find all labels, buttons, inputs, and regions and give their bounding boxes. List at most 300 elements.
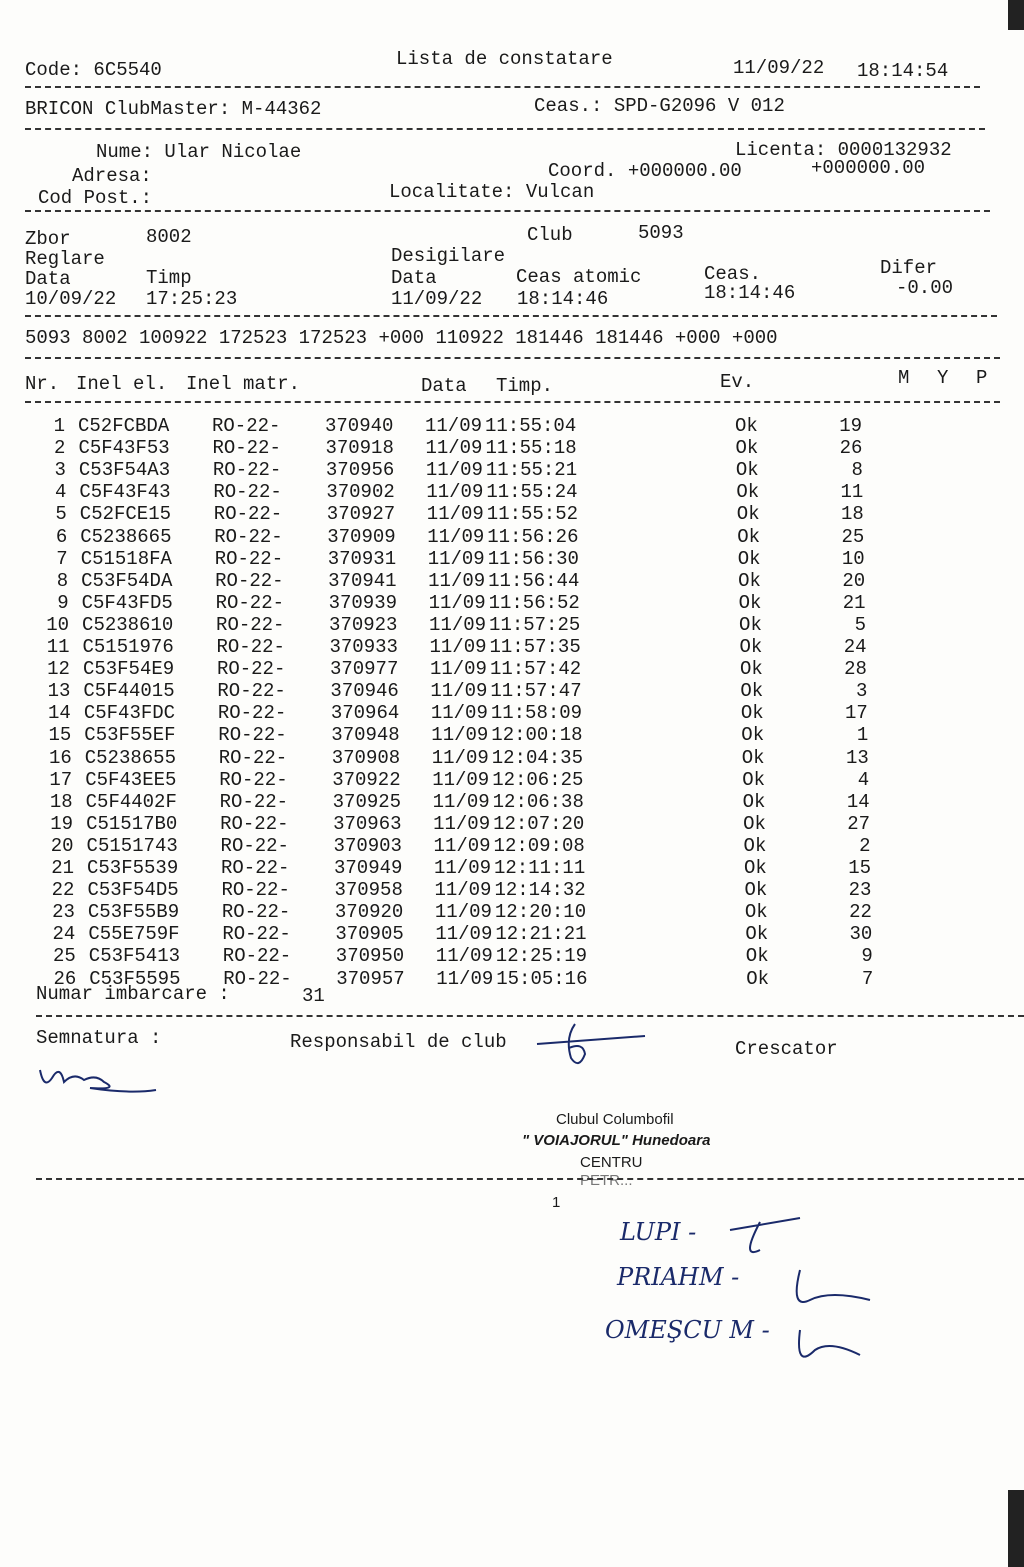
cell-el: C51517B0 bbox=[86, 812, 178, 835]
cell-el: C53F54A3 bbox=[78, 459, 171, 482]
cell-matr: 370908 bbox=[331, 746, 401, 769]
cell-data: 11/09 bbox=[425, 437, 483, 460]
table-row bbox=[0, 503, 1024, 525]
cell-timp: 11:56:52 bbox=[488, 591, 580, 614]
cell-timp: 11:58:09 bbox=[490, 702, 583, 725]
print-date: 11/09/22 bbox=[733, 57, 825, 79]
table-row bbox=[0, 570, 1024, 592]
atomic-clock-label: Ceas atomic bbox=[516, 266, 642, 288]
cell-m: 14 bbox=[846, 790, 870, 813]
cell-el: C5F43F43 bbox=[79, 481, 171, 504]
cell-ev: Ok bbox=[744, 901, 768, 924]
owner-name: Nume: Ular Nicolae bbox=[96, 141, 302, 163]
cell-nr: 9 bbox=[57, 591, 69, 614]
cell-matr: 370977 bbox=[329, 658, 399, 681]
cell-pre: RO-22- bbox=[216, 636, 285, 658]
cell-m: 11 bbox=[840, 481, 864, 504]
reglare-date: 10/09/22 bbox=[25, 288, 117, 310]
divider bbox=[36, 1015, 1024, 1017]
cell-nr: 3 bbox=[54, 459, 66, 482]
cell-data: 11/09 bbox=[428, 569, 486, 592]
cell-timp: 11:57:47 bbox=[490, 680, 582, 703]
cell-data: 11/09 bbox=[425, 415, 483, 437]
cell-m: 27 bbox=[847, 812, 871, 835]
code-line: 5093 8002 100922 172523 172523 +000 110922 181446 181446 +000 +000 bbox=[25, 327, 778, 349]
cell-data: 11/09 bbox=[434, 901, 492, 924]
cell-timp: 11:56:30 bbox=[487, 547, 579, 570]
cell-pre: RO-22- bbox=[222, 923, 291, 946]
cell-m: 30 bbox=[849, 923, 873, 946]
cell-pre: RO-22- bbox=[217, 702, 287, 725]
cell-timp: 12:09:08 bbox=[493, 834, 585, 857]
cell-timp: 11:55:04 bbox=[485, 415, 577, 437]
cell-m: 25 bbox=[841, 525, 865, 548]
cell-el: C52FCE15 bbox=[79, 503, 172, 526]
cell-ev: Ok bbox=[741, 724, 765, 747]
divider bbox=[25, 86, 980, 88]
cell-el: C55E759F bbox=[88, 923, 180, 946]
club-label: Club bbox=[527, 224, 573, 246]
cell-matr: 370909 bbox=[327, 525, 396, 548]
cell-nr: 12 bbox=[47, 658, 70, 681]
cell-data: 11/09 bbox=[434, 857, 492, 879]
cell-ev: Ok bbox=[735, 459, 759, 482]
cell-el: C5238655 bbox=[84, 746, 176, 769]
table-row bbox=[0, 791, 1024, 813]
cell-data: 11/09 bbox=[431, 724, 489, 747]
cell-matr: 370922 bbox=[332, 768, 401, 791]
cell-el: C53F54E9 bbox=[82, 658, 175, 681]
cell-timp: 12:25:19 bbox=[495, 945, 588, 968]
cell-nr: 10 bbox=[46, 613, 70, 636]
cell-nr: 6 bbox=[55, 525, 68, 548]
cell-m: 3 bbox=[855, 680, 868, 703]
club-responsible-label: Responsabil de club bbox=[290, 1031, 507, 1053]
cell-pre: RO-22- bbox=[214, 525, 283, 548]
cell-ev: Ok bbox=[737, 525, 761, 548]
cell-ev: Ok bbox=[735, 415, 758, 437]
cell-pre: RO-22- bbox=[219, 768, 288, 791]
cell-timp: 12:00:18 bbox=[491, 724, 583, 747]
cell-matr: 370933 bbox=[329, 636, 398, 658]
cell-timp: 12:20:10 bbox=[494, 901, 587, 924]
stamp-line: PETR... bbox=[580, 1172, 633, 1189]
cell-timp: 11:57:42 bbox=[489, 658, 582, 681]
cell-matr: 370963 bbox=[333, 812, 402, 835]
cell-ev: Ok bbox=[744, 879, 768, 902]
cell-pre: RO-22- bbox=[212, 437, 281, 460]
cell-data: 11/09 bbox=[427, 525, 485, 548]
table-row bbox=[0, 945, 1024, 967]
cell-ev: Ok bbox=[738, 569, 761, 592]
locality: Localitate: Vulcan bbox=[389, 181, 595, 203]
difference: -0.00 bbox=[896, 277, 954, 299]
cell-nr: 13 bbox=[47, 680, 71, 703]
license: Licenta: 0000132932 bbox=[735, 139, 952, 161]
cell-nr: 2 bbox=[54, 437, 66, 460]
cell-el: C53F55EF bbox=[84, 724, 176, 747]
cell-timp: 11:55:21 bbox=[485, 459, 578, 482]
cell-ev: Ok bbox=[743, 812, 766, 835]
desigilare-label: Desigilare bbox=[391, 245, 506, 267]
handwritten-signatures bbox=[720, 1210, 900, 1380]
cell-nr: 26 bbox=[53, 967, 77, 990]
cell-matr: 370923 bbox=[329, 613, 398, 636]
cell-pre: RO-22- bbox=[213, 481, 282, 504]
col-inel-matr: Inel matr. bbox=[186, 373, 301, 395]
cell-ev: Ok bbox=[736, 481, 760, 504]
cell-pre: RO-22- bbox=[215, 569, 284, 592]
cell-pre: RO-22- bbox=[216, 658, 286, 681]
cell-ev: Ok bbox=[742, 790, 766, 813]
handwritten-note: PRIAHM - bbox=[617, 1263, 740, 1291]
cell-m: 28 bbox=[844, 658, 867, 681]
cell-data: 11/09 bbox=[435, 923, 493, 946]
timp-label: Timp bbox=[146, 267, 192, 289]
cell-pre: RO-22- bbox=[223, 967, 292, 990]
cell-timp: 11:55:24 bbox=[486, 481, 578, 504]
divider bbox=[25, 357, 1000, 359]
cell-matr: 370902 bbox=[326, 481, 395, 504]
stamp-line: CENTRU bbox=[580, 1154, 643, 1171]
divider bbox=[25, 315, 997, 317]
stamp-line: " VOIAJORUL" Hunedoara bbox=[522, 1132, 711, 1149]
cell-matr: 370903 bbox=[333, 834, 402, 857]
cell-pre: RO-22- bbox=[214, 547, 284, 570]
cell-m: 20 bbox=[842, 569, 866, 592]
cell-ev: Ok bbox=[745, 923, 769, 946]
cell-pre: RO-22- bbox=[221, 857, 290, 879]
flight-label: Zbor bbox=[25, 228, 71, 250]
cell-el: C52FCBDA bbox=[78, 415, 170, 437]
cell-timp: 11:57:25 bbox=[489, 613, 581, 636]
clubmaster: BRICON ClubMaster: M-44362 bbox=[25, 98, 322, 120]
cell-data: 11/09 bbox=[427, 547, 485, 570]
scan-edge bbox=[1008, 0, 1024, 30]
cell-matr: 370946 bbox=[330, 680, 399, 703]
table-row bbox=[0, 901, 1024, 923]
coordinates-2: +000000.00 bbox=[811, 157, 926, 179]
cell-ev: Ok bbox=[738, 591, 762, 614]
table-row bbox=[0, 923, 1024, 945]
data-label-2: Data bbox=[391, 267, 437, 289]
cell-nr: 16 bbox=[48, 746, 72, 769]
table-row bbox=[0, 459, 1024, 481]
cell-timp: 11:57:35 bbox=[489, 636, 581, 658]
cell-el: C5F43FD5 bbox=[81, 591, 173, 614]
cell-pre: RO-22- bbox=[216, 613, 285, 636]
table-row bbox=[0, 548, 1024, 570]
cell-nr: 1 bbox=[53, 415, 65, 437]
table-row bbox=[0, 702, 1024, 724]
cell-data: 11/09 bbox=[432, 768, 490, 791]
table-row bbox=[0, 769, 1024, 791]
col-ev: Ev. bbox=[720, 371, 755, 393]
cell-matr: 370957 bbox=[336, 967, 405, 990]
table-row bbox=[0, 747, 1024, 769]
owner-postcode: Cod Post.: bbox=[38, 187, 153, 209]
table-row bbox=[0, 415, 1024, 437]
cell-m: 13 bbox=[845, 746, 869, 769]
cell-matr: 370931 bbox=[327, 547, 397, 570]
cell-ev: Ok bbox=[743, 834, 767, 857]
reglare-time: 17:25:23 bbox=[146, 288, 238, 310]
cell-ev: Ok bbox=[746, 967, 770, 990]
basketed-count: 31 bbox=[302, 985, 325, 1007]
cell-matr: 370950 bbox=[335, 945, 405, 968]
cell-data: 11/09 bbox=[432, 790, 490, 813]
cell-data: 11/09 bbox=[433, 834, 491, 857]
cell-nr: 5 bbox=[55, 503, 67, 526]
cell-m: 17 bbox=[845, 702, 868, 725]
cell-nr: 23 bbox=[52, 901, 75, 924]
signature-label: Semnatura : bbox=[36, 1027, 162, 1049]
cell-data: 11/09 bbox=[433, 812, 491, 835]
cell-nr: 24 bbox=[52, 923, 76, 946]
owner-address: Adresa: bbox=[72, 165, 152, 187]
handwritten-note: OMEŞCU M - bbox=[605, 1316, 770, 1344]
page-number: 1 bbox=[552, 1194, 561, 1211]
cell-pre: RO-22- bbox=[221, 901, 291, 924]
cell-m: 19 bbox=[839, 415, 862, 437]
cell-el: C5151743 bbox=[86, 834, 178, 857]
cell-data: 11/09 bbox=[435, 945, 493, 968]
cell-timp: 11:55:18 bbox=[485, 437, 577, 460]
signature-club bbox=[535, 1018, 655, 1078]
cell-m: 18 bbox=[840, 503, 864, 526]
cell-timp: 12:07:20 bbox=[493, 812, 585, 835]
table-row bbox=[0, 614, 1024, 636]
cell-nr: 14 bbox=[48, 702, 71, 725]
atomic-time: 18:14:46 bbox=[517, 288, 609, 310]
table-row bbox=[0, 636, 1024, 658]
divider bbox=[25, 128, 985, 130]
cell-pre: RO-22- bbox=[212, 459, 282, 482]
cell-el: C5F4402F bbox=[85, 790, 177, 813]
cell-matr: 370905 bbox=[335, 923, 404, 946]
cell-nr: 15 bbox=[48, 724, 72, 747]
code: Code: 6C5540 bbox=[25, 59, 162, 81]
cell-timp: 11:56:26 bbox=[487, 525, 579, 548]
stamp-line: Clubul Columbofil bbox=[556, 1111, 674, 1128]
cell-timp: 12:06:38 bbox=[492, 790, 584, 813]
cell-matr: 370956 bbox=[325, 459, 395, 482]
col-m: M bbox=[898, 367, 910, 389]
col-data: Data bbox=[421, 375, 467, 397]
cell-el: C5238610 bbox=[82, 613, 174, 636]
cell-matr: 370927 bbox=[326, 503, 396, 526]
cell-m: 4 bbox=[857, 768, 870, 791]
cell-matr: 370920 bbox=[334, 901, 404, 924]
cell-matr: 370964 bbox=[330, 702, 400, 725]
cell-nr: 25 bbox=[52, 945, 76, 968]
cell-el: C5151976 bbox=[82, 636, 174, 658]
cell-ev: Ok bbox=[739, 613, 762, 636]
cell-data: 11/09 bbox=[431, 746, 489, 769]
table-row bbox=[0, 879, 1024, 901]
cell-pre: RO-22- bbox=[213, 503, 283, 526]
cell-nr: 8 bbox=[56, 569, 69, 592]
data-label: Data bbox=[25, 268, 71, 290]
cell-ev: Ok bbox=[736, 503, 760, 526]
cell-matr: 370925 bbox=[332, 790, 402, 813]
cell-m: 26 bbox=[839, 437, 863, 460]
divider bbox=[36, 1178, 1024, 1180]
col-y: Y bbox=[937, 367, 949, 389]
cell-pre: RO-22- bbox=[218, 746, 288, 769]
cell-ev: Ok bbox=[740, 702, 764, 725]
cell-m: 9 bbox=[861, 945, 873, 968]
col-p: P bbox=[976, 367, 988, 389]
table-row bbox=[0, 658, 1024, 680]
cell-data: 11/09 bbox=[430, 702, 488, 725]
cell-m: 2 bbox=[859, 834, 871, 857]
cell-pre: RO-22- bbox=[219, 790, 289, 813]
divider bbox=[25, 401, 1000, 403]
cell-data: 11/09 bbox=[426, 503, 484, 526]
cell-data: 11/09 bbox=[429, 613, 487, 636]
cell-timp: 12:06:25 bbox=[492, 768, 584, 791]
cell-nr: 21 bbox=[51, 857, 74, 879]
cell-el: C53F55B9 bbox=[87, 901, 180, 924]
cell-pre: RO-22- bbox=[221, 879, 290, 902]
cell-nr: 17 bbox=[49, 768, 73, 791]
cell-ev: Ok bbox=[742, 768, 765, 791]
cell-m: 23 bbox=[848, 879, 872, 902]
table-row bbox=[0, 835, 1024, 857]
breeder-label: Crescator bbox=[735, 1038, 838, 1060]
basketed-label: Numar imbarcare : bbox=[36, 983, 230, 1005]
cell-m: 22 bbox=[849, 901, 872, 924]
cell-timp: 12:14:32 bbox=[494, 879, 586, 902]
cell-nr: 22 bbox=[51, 879, 75, 902]
clock-time: 18:14:46 bbox=[704, 282, 796, 304]
cell-pre: RO-22- bbox=[215, 591, 285, 614]
table-row bbox=[0, 437, 1024, 459]
cell-m: 15 bbox=[848, 857, 871, 879]
cell-matr: 370940 bbox=[325, 415, 394, 437]
table-row bbox=[0, 857, 1024, 879]
club-number: 5093 bbox=[638, 222, 684, 244]
signature-breeder bbox=[30, 1050, 170, 1110]
cell-pre: RO-22- bbox=[220, 834, 289, 857]
table-row bbox=[0, 724, 1024, 746]
cell-pre: RO-22- bbox=[217, 680, 286, 703]
table-row bbox=[0, 526, 1024, 548]
cell-ev: Ok bbox=[745, 945, 769, 968]
cell-el: C5F43FDC bbox=[83, 702, 176, 725]
cell-data: 11/09 bbox=[425, 459, 483, 482]
cell-ev: Ok bbox=[739, 658, 763, 681]
cell-el: C5F43F53 bbox=[78, 437, 170, 460]
cell-data: 11/09 bbox=[434, 879, 492, 902]
flight-number: 8002 bbox=[146, 226, 192, 248]
cell-timp: 12:21:21 bbox=[495, 923, 587, 946]
cell-pre: RO-22- bbox=[212, 415, 281, 437]
cell-m: 8 bbox=[851, 459, 863, 482]
desigilare-date: 11/09/22 bbox=[391, 288, 483, 310]
cell-data: 11/09 bbox=[429, 658, 487, 681]
cell-m: 1 bbox=[856, 724, 869, 747]
col-nr: Nr. bbox=[25, 373, 60, 395]
difference-label: Difer bbox=[880, 257, 938, 279]
cell-el: C53F5539 bbox=[87, 857, 179, 879]
cell-pre: RO-22- bbox=[220, 812, 289, 835]
cell-data: 11/09 bbox=[428, 591, 486, 614]
cell-matr: 370948 bbox=[331, 724, 400, 747]
cell-matr: 370939 bbox=[328, 591, 398, 614]
cell-matr: 370918 bbox=[325, 437, 394, 460]
document-title: Lista de constatare bbox=[396, 48, 613, 70]
cell-m: 24 bbox=[843, 636, 867, 658]
cell-ev: Ok bbox=[739, 636, 763, 658]
cell-timp: 11:55:52 bbox=[486, 503, 579, 526]
scan-edge bbox=[1008, 1490, 1024, 1567]
cell-pre: RO-22- bbox=[218, 724, 287, 747]
clock-label: Ceas. bbox=[704, 263, 762, 285]
cell-m: 7 bbox=[861, 967, 874, 990]
print-time: 18:14:54 bbox=[857, 60, 949, 82]
cell-data: 11/09 bbox=[430, 680, 488, 703]
cell-ev: Ok bbox=[737, 547, 761, 570]
coordinates: Coord. +000000.00 bbox=[548, 160, 742, 182]
cell-el: C53F54DA bbox=[81, 569, 173, 592]
cell-data: 11/09 bbox=[436, 967, 494, 990]
cell-el: C53F54D5 bbox=[87, 879, 179, 902]
handwritten-note: LUPI - bbox=[620, 1218, 697, 1246]
cell-el: C53F5595 bbox=[89, 967, 181, 990]
table-row bbox=[0, 813, 1024, 835]
cell-el: C5F44015 bbox=[83, 680, 175, 703]
reglare-label: Reglare bbox=[25, 248, 105, 270]
cell-nr: 7 bbox=[56, 547, 68, 570]
cell-el: C53F5413 bbox=[88, 945, 181, 968]
cell-m: 21 bbox=[842, 591, 866, 614]
cell-ev: Ok bbox=[740, 680, 764, 703]
table-row bbox=[0, 680, 1024, 702]
cell-ev: Ok bbox=[741, 746, 765, 769]
cell-m: 5 bbox=[854, 613, 867, 636]
cell-timp: 12:11:11 bbox=[494, 857, 586, 879]
cell-nr: 4 bbox=[54, 481, 67, 504]
col-timp: Timp. bbox=[496, 375, 554, 397]
cell-el: C5238665 bbox=[80, 525, 172, 548]
cell-m: 10 bbox=[841, 547, 865, 570]
cell-matr: 370949 bbox=[334, 857, 403, 879]
cell-el: C5F43EE5 bbox=[85, 768, 177, 791]
cell-ev: Ok bbox=[744, 857, 767, 879]
cell-timp: 12:04:35 bbox=[491, 746, 583, 769]
cell-nr: 20 bbox=[50, 834, 74, 857]
clock-id: Ceas.: SPD-G2096 V 012 bbox=[534, 95, 785, 117]
cell-nr: 19 bbox=[50, 812, 74, 835]
cell-matr: 370958 bbox=[334, 879, 403, 902]
cell-nr: 11 bbox=[46, 636, 70, 658]
col-inel-el: Inel el. bbox=[76, 373, 168, 395]
cell-ev: Ok bbox=[735, 437, 759, 460]
cell-pre: RO-22- bbox=[222, 945, 292, 968]
cell-data: 11/09 bbox=[426, 481, 484, 504]
table-row bbox=[0, 592, 1024, 614]
cell-matr: 370941 bbox=[328, 569, 397, 592]
cell-nr: 18 bbox=[49, 790, 73, 813]
cell-data: 11/09 bbox=[429, 636, 487, 658]
cell-timp: 11:56:44 bbox=[488, 569, 580, 592]
table-row bbox=[0, 481, 1024, 503]
cell-timp: 15:05:16 bbox=[496, 967, 588, 990]
cell-el: C51518FA bbox=[80, 547, 172, 570]
divider bbox=[25, 210, 990, 212]
